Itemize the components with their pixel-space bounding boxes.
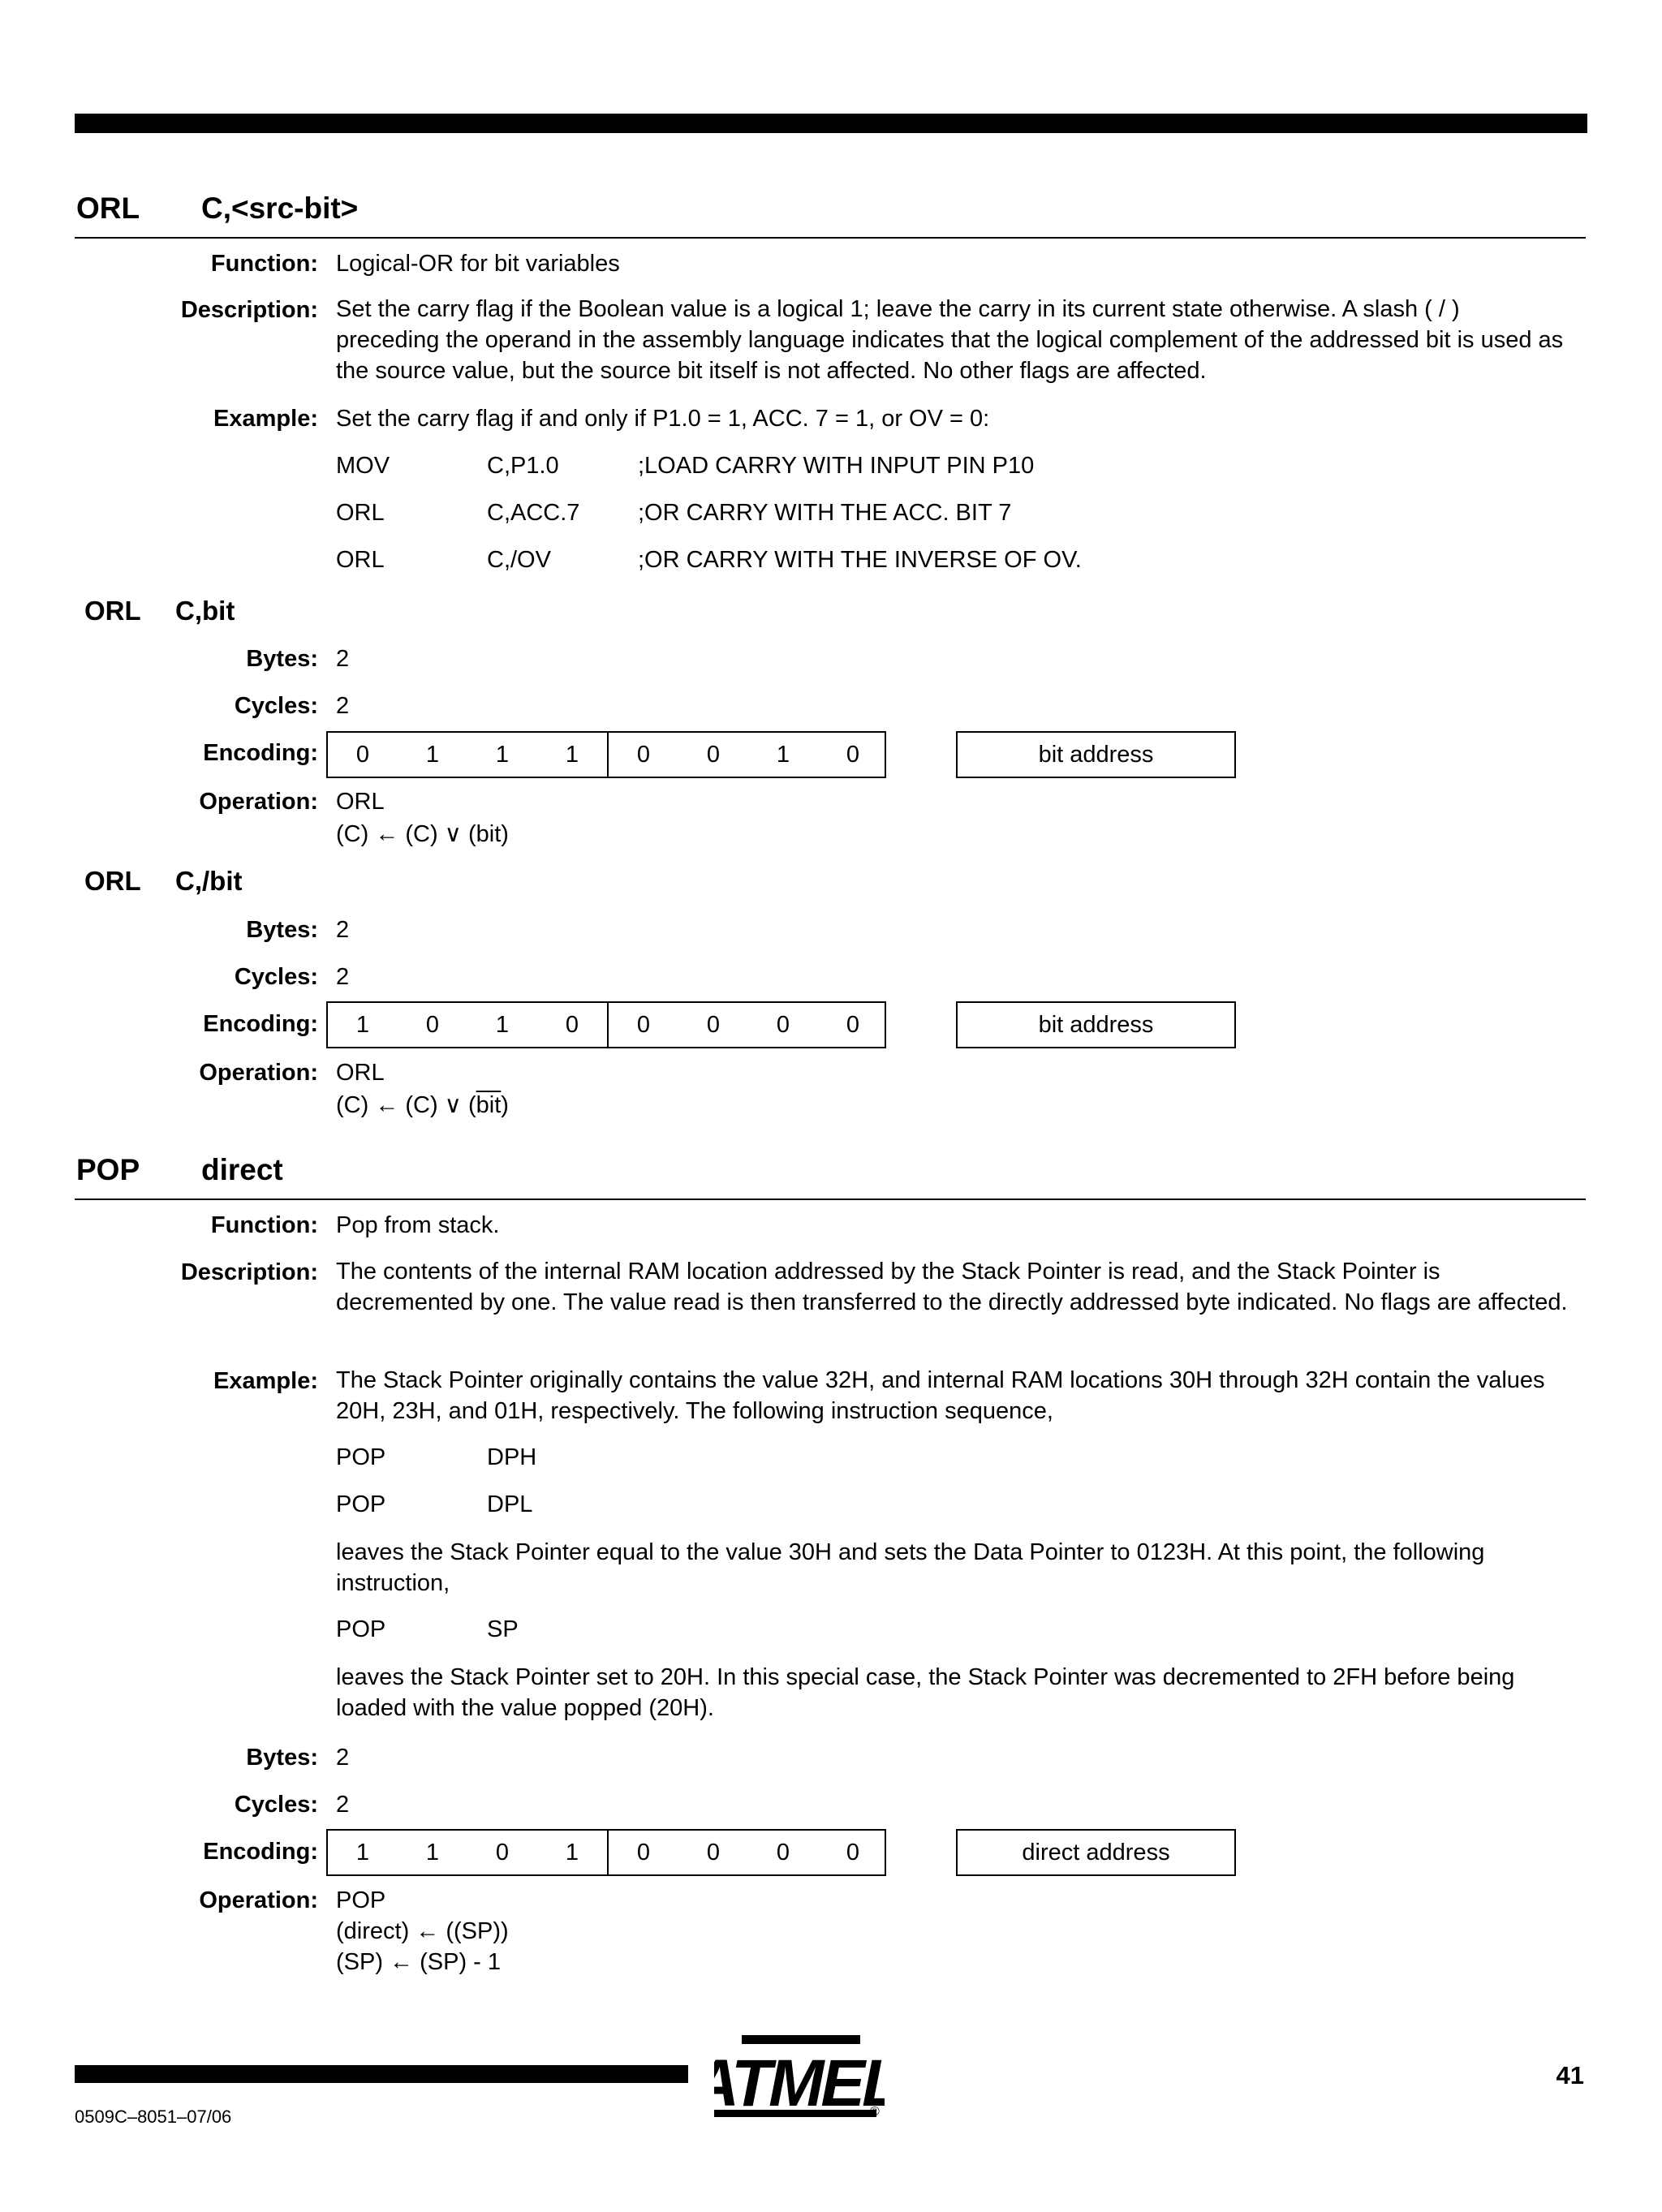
- example-continuation: leaves the Stack Pointer equal to the value 30H and sets the Data Pointer to 0123H. At this point, the following instruction,: [336, 1539, 1485, 1596]
- encoding-box: [326, 1001, 886, 1048]
- document-id: 0509C–8051–07/06: [75, 2107, 232, 2127]
- opcode-bit: 0: [425, 1011, 440, 1038]
- code-arg: C,P1.0: [487, 453, 559, 479]
- operation-lhs: (C) ← (C) ∨: [336, 821, 468, 847]
- code-arg: C,ACC.7: [487, 500, 580, 526]
- code-arg: DPH: [487, 1444, 537, 1470]
- svg-text:ATMEL: TME: [730, 2046, 863, 2120]
- description-label: Description:: [180, 1259, 318, 1285]
- cycles-value: 2: [336, 1792, 350, 1818]
- code-comment: ;LOAD CARRY WITH INPUT PIN P10: [638, 453, 1035, 479]
- opcode-high-nibble: [328, 733, 607, 777]
- bytes-label: Bytes:: [246, 917, 318, 943]
- description-text: The contents of the internal RAM location addressed by the Stack Pointer is read, and the Stack Pointer is decremented by one. The value read is then transferred to the directly addressed byte indicated. No flags are affected.: [336, 1259, 1568, 1315]
- cycles-label: Cycles:: [234, 693, 318, 719]
- opcode-bit: 0: [706, 1839, 721, 1866]
- opcode-low-nibble: [607, 1831, 888, 1874]
- variant-mnemonic: ORL: [84, 596, 141, 626]
- encoding-label: Encoding:: [203, 1011, 318, 1037]
- code-op: ORL: [336, 500, 385, 526]
- opcode-low-nibble: [607, 733, 888, 777]
- cycles-value: 2: [336, 964, 350, 990]
- atmel-logo-graphic: [714, 2035, 885, 2123]
- section-rule: [75, 237, 1586, 239]
- opcode-bit: 0: [495, 1839, 510, 1866]
- operation-line: (direct) ← ((SP)): [336, 1918, 509, 1944]
- code-comment: ;OR CARRY WITH THE ACC. BIT 7: [638, 500, 1012, 526]
- function-text: Logical-OR for bit variables: [336, 251, 620, 277]
- opcode-bit: 0: [846, 1011, 860, 1038]
- description-label: Description:: [180, 297, 318, 323]
- opcode-high-nibble: [328, 1003, 607, 1047]
- opcode-bit: 0: [565, 1011, 579, 1038]
- opcode-low-nibble: [607, 1003, 888, 1047]
- bit-address-box: bit address: [956, 731, 1236, 778]
- direct-address-box: direct address: [956, 1829, 1236, 1876]
- operation-line: (SP) ← (SP) - 1: [336, 1949, 502, 1975]
- function-label: Function:: [210, 1212, 318, 1238]
- opcode-bit: 0: [776, 1839, 790, 1866]
- opcode-bit: 0: [846, 1839, 860, 1866]
- variant-operand: C,bit: [175, 596, 235, 626]
- example-label: Example:: [213, 1368, 318, 1394]
- bytes-label: Bytes:: [246, 1745, 318, 1771]
- bytes-label: Bytes:: [246, 646, 318, 672]
- code-arg: DPL: [487, 1491, 533, 1517]
- function-label: Function:: [210, 251, 318, 277]
- opcode-high-nibble: [328, 1831, 607, 1874]
- variant-operand: C,/bit: [175, 866, 243, 896]
- opcode-bit: 0: [706, 1011, 721, 1038]
- variant-mnemonic: ORL: [84, 866, 141, 896]
- atmel-logo: [714, 2035, 885, 2123]
- operation-name: ORL: [336, 789, 385, 815]
- cycles-label: Cycles:: [234, 964, 318, 990]
- opcode-bit: 1: [495, 1011, 510, 1038]
- bytes-value: 2: [336, 917, 350, 943]
- registered-mark: ®: [870, 2105, 880, 2119]
- bytes-value: 2: [336, 646, 350, 672]
- opcode-bit: 1: [425, 741, 440, 768]
- encoding-label: Encoding:: [203, 740, 318, 766]
- code-op: ORL: [336, 547, 385, 573]
- cycles-value: 2: [336, 693, 350, 719]
- operation-expression: [336, 820, 509, 848]
- operation-name: ORL: [336, 1060, 385, 1086]
- operation-lhs: (C) ← (C) ∨ (: [336, 1092, 476, 1118]
- code-arg: SP: [487, 1616, 519, 1642]
- opcode-bit: 1: [565, 741, 579, 768]
- code-arg: C,/OV: [487, 547, 551, 573]
- top-rule: [75, 114, 1587, 133]
- encoding-label: Encoding:: [203, 1839, 318, 1865]
- opcode-bit: 0: [846, 741, 860, 768]
- opcode-bit: 1: [425, 1839, 440, 1866]
- encoding-box: [326, 731, 886, 778]
- operation-expression: [336, 1091, 509, 1119]
- opcode-bit: 0: [706, 741, 721, 768]
- bit-address-box: bit address: [956, 1001, 1236, 1048]
- opcode-bit: 0: [636, 741, 651, 768]
- description-text: Set the carry flag if the Boolean value is a logical 1; leave the carry in its current state otherwise. A slash ( / ) preceding the operand in the assembly language indicates that the logical complement of the addressed bit is used as the source value, but the source bit itself is not affected. No other flags are affected.: [336, 296, 1564, 384]
- opcode-bit: 0: [355, 741, 370, 768]
- code-op: MOV: [336, 453, 390, 479]
- code-op: POP: [336, 1444, 386, 1470]
- section-rule: [75, 1199, 1586, 1200]
- example-text: The Stack Pointer originally contains the value 32H, and internal RAM locations 30H through 32H contain the values 20H, 23H, and 01H, respectively. The following instruction sequence,: [336, 1367, 1545, 1424]
- operation-end: ): [501, 1092, 509, 1118]
- opcode-bit: 1: [565, 1839, 579, 1866]
- complemented-bit: $\overline{bit}$: [476, 1092, 502, 1118]
- opcode-bit: 1: [355, 1011, 370, 1038]
- section-mnemonic: POP: [76, 1153, 140, 1186]
- encoding-box: [326, 1829, 886, 1876]
- operation-line: POP: [336, 1887, 386, 1913]
- operation-rhs: (bit): [467, 821, 509, 847]
- cycles-label: Cycles:: [234, 1792, 318, 1818]
- opcode-bit: 1: [495, 741, 510, 768]
- operation-label: Operation:: [199, 1887, 318, 1913]
- bytes-value: 2: [336, 1745, 350, 1771]
- opcode-bit: 0: [636, 1011, 651, 1038]
- example-label: Example:: [213, 406, 318, 432]
- code-comment: ;OR CARRY WITH THE INVERSE OF OV.: [638, 547, 1082, 573]
- section-operand: direct: [201, 1153, 283, 1186]
- footer-rule: [75, 2065, 688, 2083]
- example-continuation: leaves the Stack Pointer set to 20H. In this special case, the Stack Pointer was decremented to 2FH before being loaded with the value popped (20H).: [336, 1664, 1515, 1721]
- operation-label: Operation:: [199, 789, 318, 815]
- function-text: Pop from stack.: [336, 1212, 500, 1238]
- code-op: POP: [336, 1491, 386, 1517]
- operation-label: Operation:: [199, 1060, 318, 1086]
- example-text: Set the carry flag if and only if P1.0 = 1, ACC. 7 = 1, or OV = 0:: [336, 406, 990, 432]
- opcode-bit: 1: [776, 741, 790, 768]
- section-mnemonic: ORL: [76, 192, 140, 225]
- section-operand: C,<src-bit>: [201, 192, 359, 225]
- opcode-bit: 0: [776, 1011, 790, 1038]
- opcode-bit: 0: [636, 1839, 651, 1866]
- page-number: 41: [1556, 2061, 1584, 2089]
- opcode-bit: 1: [355, 1839, 370, 1866]
- code-op: POP: [336, 1616, 386, 1642]
